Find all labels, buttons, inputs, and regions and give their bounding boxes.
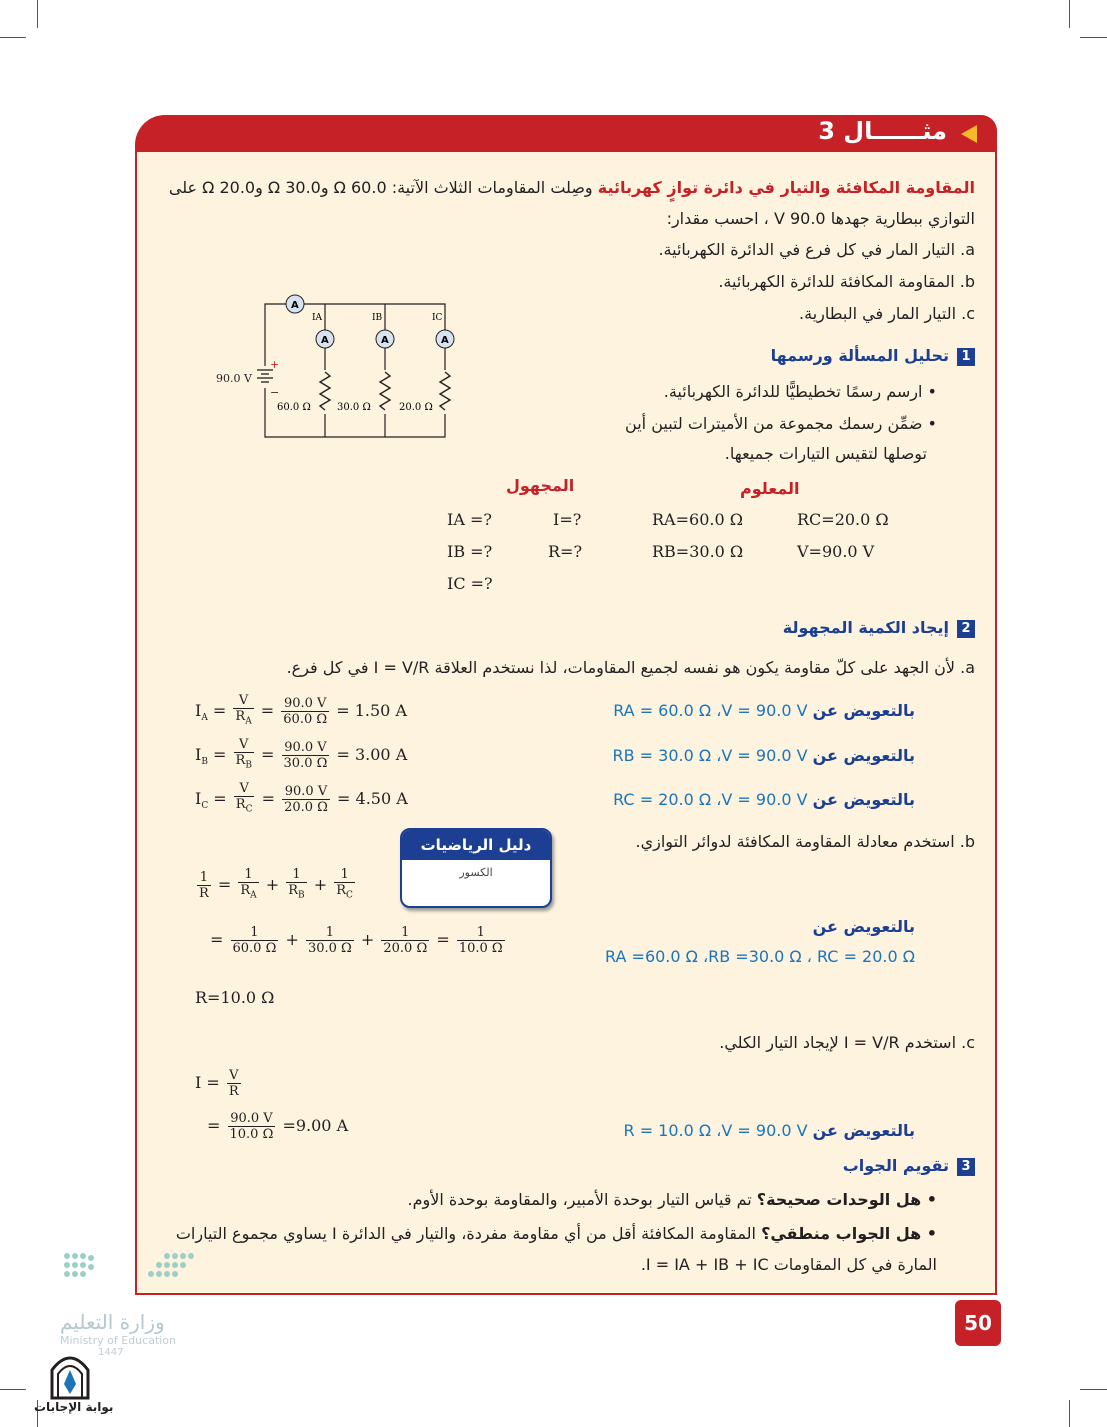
sub-values-a: RA = 60.0 Ω ،V = 90.0 V <box>613 701 808 720</box>
step-3-heading <box>843 1156 975 1176</box>
unknown-label: المجهول <box>506 476 575 495</box>
substitution-b <box>613 746 916 765</box>
sub-label: بالتعويض عن <box>812 701 915 720</box>
sub-label: بالتعويض عن <box>812 746 915 765</box>
step-3-title: تقويم الجواب <box>842 1156 949 1175</box>
step-3-bullet-2: • هل الجواب منطقي؟ المقاومة المكافئة أقل من أي مقاومة مفردة، والتيار في الدائرة I يساوي مجموع التيارات <box>175 1224 937 1243</box>
known-v: V=90.0 V <box>797 542 875 561</box>
svg-text:A: A <box>291 300 299 311</box>
current-formula: I = $\frac{V}{R}$ <box>195 1068 239 1099</box>
crop-mark <box>1069 1400 1070 1427</box>
equation-ib: $I_B$ = $\frac{V}{R_B}$ = $\frac{90.0 V}{30.0 \Omega}$ = 3.00 A <box>195 737 408 771</box>
step-1-number: 1 <box>957 348 975 366</box>
circuit-wire <box>265 304 445 437</box>
step-2-part-a: a. لأن الجهد على كلّ مقاومة يكون هو نفسه لجميع المقاومات، لذا نستخدم العلاقة I = V/R في كل فرع. <box>286 658 975 677</box>
problem-line-2: التوازي ببطارية جهدها 90.0 V ، احسب مقدار: <box>666 209 975 228</box>
substitution-b-values: RA =60.0 Ω ،RB =30.0 Ω ، RC = 20.0 Ω <box>605 947 915 966</box>
equivalent-resistance-result: R=10.0 Ω <box>195 988 275 1007</box>
question-c: c. التيار المار في البطارية. <box>799 304 975 323</box>
step-3-bullet-3: المارة في كل المقاومات I = IA + IB + IC. <box>640 1255 937 1274</box>
crop-mark <box>37 0 38 28</box>
question-a: a. التيار المار في كل فرع في الدائرة الكهربائية. <box>658 240 975 259</box>
substitution-b-label: بالتعويض عن <box>812 917 915 936</box>
ministry-arabic: وزارة التعليم <box>60 1310 165 1334</box>
crop-mark <box>1080 37 1107 38</box>
svg-text:A: A <box>321 335 329 346</box>
sub-values-c: RC = 20.0 Ω ،V = 90.0 V <box>613 790 808 809</box>
battery-plus: + <box>270 358 280 371</box>
svg-text:A: A <box>381 335 389 346</box>
step-2-part-c: c. استخدم I = V/R لإيجاد التيار الكلي. <box>719 1033 975 1052</box>
unknown-ia: IA =? <box>447 510 492 529</box>
step-3-bullet-1: • هل الوحدات صحيحة؟ تم قياس التيار بوحدة الأمبير، والمقاومة بوحدة الأوم. <box>407 1190 937 1209</box>
equivalent-resistance-substitution: = $\frac{1}{60.0 \Omega}$ + $\frac{1}{30.0 \Omega}$ + $\frac{1}{20.0 \Omega}$ = $\frac{1}{10.0 \Omega}$ <box>210 925 503 956</box>
page-number: 50 <box>955 1300 1001 1346</box>
step-3-number: 3 <box>957 1158 975 1176</box>
result-ia: = 1.50 A <box>336 700 407 720</box>
step-1-heading <box>771 346 975 366</box>
sub-label: بالتعويض عن <box>812 790 915 809</box>
circuit-diagram <box>210 292 470 452</box>
problem-text: وصِلت المقاومات الثلاث الآتية: 60.0 Ω و30.0 Ω و20.0 Ω على <box>168 178 593 197</box>
unknown-r: R=? <box>548 542 583 561</box>
equation-ia: $I_A$ = $\frac{V}{R_A}$ = $\frac{90.0 V}{60.0 \Omega}$ = 1.50 A <box>195 693 407 727</box>
crop-mark <box>1069 0 1070 28</box>
ministry-english: Ministry of Education <box>60 1334 177 1347</box>
ammeter-icon <box>316 330 334 348</box>
substitution-c <box>613 790 915 809</box>
ammeter-icon <box>286 295 304 313</box>
step-1-bullet-1: • ارسم رسمًا تخطيطيًّا للدائرة الكهربائية. <box>663 382 937 401</box>
example-title: مثــــــال 3 <box>818 117 947 145</box>
crop-mark <box>0 1389 26 1390</box>
result-ic: = 4.50 A <box>337 788 408 808</box>
current-result: =9.00 A <box>282 1116 349 1135</box>
step-2-part-b: b. استخدم معادلة المقاومة المكافئة لدوائر التوازي. <box>635 832 975 851</box>
question-b: b. المقاومة المكافئة للدائرة الكهربائية. <box>718 272 975 291</box>
step-2-title: إيجاد الكمية المجهولة <box>782 618 949 637</box>
unknown-ic: IC =? <box>447 574 493 593</box>
label-ia: IA <box>312 313 323 323</box>
battery-minus: − <box>270 386 280 399</box>
problem-topic: المقاومة المكافئة والتيار في دائرة توازٍ كهربائية <box>597 178 975 197</box>
math-handbook-subtitle: الكسور <box>459 866 493 879</box>
resistor-c-label: 20.0 Ω <box>399 402 433 413</box>
portal-logo-icon <box>48 1350 92 1400</box>
sub-values-c2: R = 10.0 Ω ،V = 90.0 V <box>623 1121 808 1140</box>
label-ib: IB <box>372 313 383 323</box>
known-rc: RC=20.0 Ω <box>797 510 889 529</box>
portal-label: بوابة الإجابات <box>34 1400 114 1414</box>
equation-ic: $I_C$ = $\frac{V}{R_C}$ = $\frac{90.0 V}{20.0 \Omega}$ = 4.50 A <box>195 781 408 815</box>
ammeter-icon <box>376 330 394 348</box>
label-ic: IC <box>432 313 443 323</box>
step-1-bullet-3: توصلها لتقيس التيارات جميعها. <box>724 444 927 463</box>
ministry-year: 1447 <box>98 1347 124 1358</box>
math-handbook-title: دليل الرياضيات <box>402 830 550 860</box>
substitution-c2: بالتعويض عن R = 10.0 Ω ،V = 90.0 V <box>623 1121 915 1140</box>
crop-mark <box>1080 1389 1107 1390</box>
known-label: المعلوم <box>740 479 800 498</box>
step-1-bullet-2: • ضمِّن رسمك مجموعة من الأميترات لتبين أين <box>625 414 937 433</box>
ministry-logo-icon <box>62 1250 202 1290</box>
unknown-ib: IB =? <box>447 542 493 561</box>
problem-line-1 <box>169 178 975 197</box>
example-header <box>135 115 997 152</box>
step-2-number: 2 <box>957 620 975 638</box>
unknown-i: I=? <box>553 510 582 529</box>
svg-text:A: A <box>441 335 449 346</box>
sub-values-b: RB = 30.0 Ω ،V = 90.0 V <box>612 746 808 765</box>
resistor-b-label: 30.0 Ω <box>337 402 371 413</box>
step-2-heading <box>783 618 975 638</box>
current-calculation: = $\frac{90.0 V}{10.0 \Omega}$ =9.00 A <box>207 1111 349 1142</box>
step-1-title: تحليل المسألة ورسمها <box>770 346 949 365</box>
ammeter-icon <box>436 330 454 348</box>
math-handbook-tag[interactable] <box>400 828 552 908</box>
battery-voltage: 90.0 V <box>216 372 252 385</box>
result-ib: = 3.00 A <box>336 744 408 764</box>
header-arrow-icon <box>961 125 977 143</box>
known-ra: RA=60.0 Ω <box>652 510 743 529</box>
substitution-a <box>613 701 915 720</box>
crop-mark <box>0 37 26 38</box>
resistor-a-label: 60.0 Ω <box>277 402 311 413</box>
equivalent-resistance-formula: $\frac{1}{R}$ = $\frac{1}{R_A}$ + $\frac{1}{R_B}$ + $\frac{1}{R_C}$ <box>199 867 353 901</box>
known-rb: RB=30.0 Ω <box>652 542 744 561</box>
